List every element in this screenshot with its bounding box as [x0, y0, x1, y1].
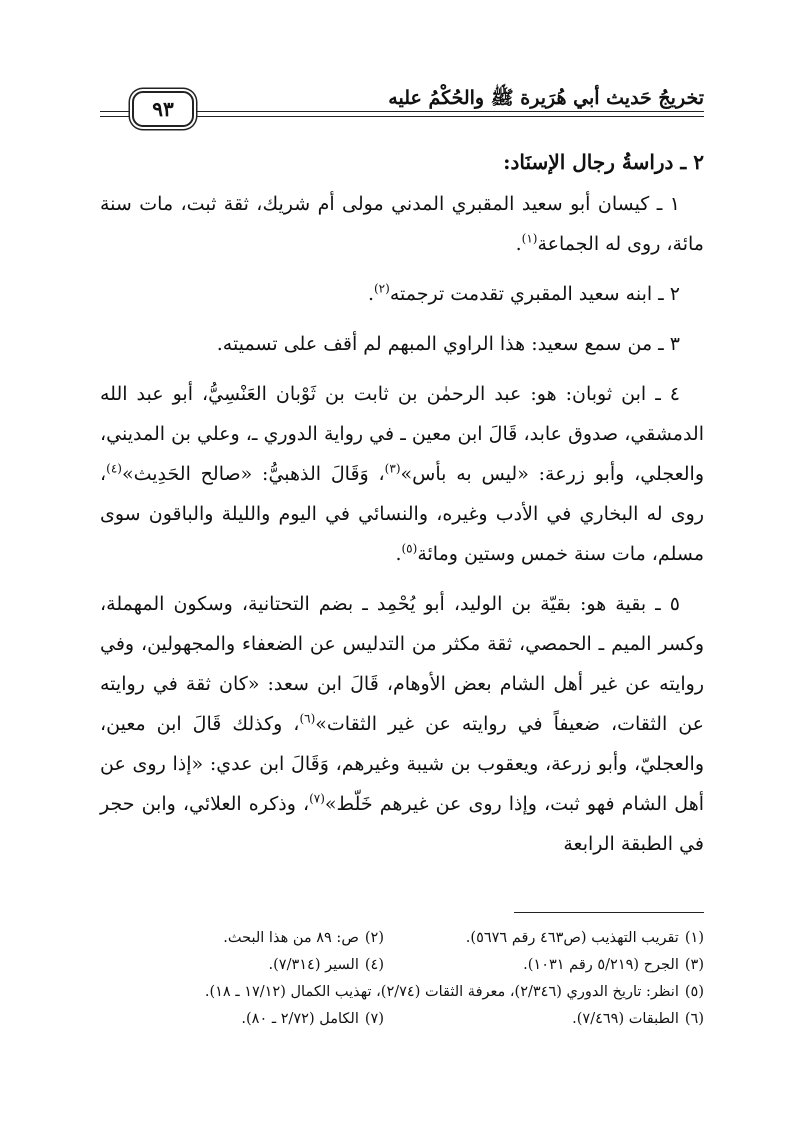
footnote-separator — [514, 912, 704, 913]
footnote-6 — [384, 1006, 704, 1033]
paragraph-1-end: . — [515, 233, 522, 255]
page-body — [100, 142, 704, 864]
section-heading: ٢ ـ دراسةُ رجال الإسنَاد: — [503, 150, 704, 174]
footnote-row — [100, 925, 704, 952]
footnote-5-text: انظر: تاريخ الدوري (٢/٣٤٦)، معرفة الثقات (٢/٧٤)، تهذيب الكمال (١٧/١٢ ـ ١٨). — [204, 984, 679, 1000]
footnote-4-number: (٤) — [364, 957, 384, 973]
paragraph-4-part-c: ، روى له البخاري في الأدب وغيره، والنسائي في اليوم والليلة والباقون سوى مسلم، مات سنة خمس وستين ومائة — [100, 463, 704, 565]
paragraph-1 — [100, 184, 704, 264]
paragraph-4-part-b: ، وَقَالَ الذهبيُّ: «صالح الحَدِيث» — [121, 463, 385, 485]
page-number-frame — [132, 91, 194, 127]
paragraph-5 — [100, 584, 704, 864]
footnote-7 — [241, 1006, 384, 1033]
footnote-2-text: ص: ٨٩ من هذا البحث. — [223, 930, 359, 946]
footnotes — [100, 925, 704, 1033]
paragraph-4-part-a: ٤ ـ ابن ثوبان: هو: عبد الرحمٰن بن ثابت بن ثَوْبان العَنْسِيُّ، أبو عبد الله الدمشقي، صدوق عابد، قَالَ ابن معين ـ في رواية الدوري ـ، وعلي بن المديني، والعجلي، وأبو زرعة: «ليس به بأس» — [100, 383, 705, 485]
page-number: ٩٣ — [152, 97, 174, 121]
footnote-6-number: (٦) — [684, 1011, 704, 1027]
footnote-5-number: (٥) — [684, 984, 704, 1000]
footnote-row — [100, 1006, 704, 1033]
footnote-3-number: (٣) — [684, 957, 704, 973]
footnote-2 — [223, 925, 384, 952]
footnote-4 — [269, 952, 385, 979]
paragraph-4 — [100, 374, 704, 574]
footnote-1 — [384, 925, 704, 952]
footnote-1-number: (١) — [684, 930, 704, 946]
footnote-7-text: الكامل (٢/٧٢ ـ ٨٠). — [241, 1011, 359, 1027]
footnote-3-text: الجرح (٥/٢١٩ رقم ١٠٣١). — [523, 957, 679, 973]
footnote-ref-3: (٣) — [384, 461, 401, 476]
footnote-7-number: (٧) — [364, 1011, 384, 1027]
footnote-ref-6: (٦) — [299, 711, 316, 726]
paragraph-1-text: ١ ـ كيسان أبو سعيد المقبري المدني مولى أم شريك، ثقة ثبت، مات سنة مائة، روى له الجماعة — [100, 193, 704, 255]
paragraph-5-part-a: ٥ ـ بقية هو: بقيّة بن الوليد، أبو يُحْمِد ـ بضم التحتانية، وسكون المهملة، وكسر الميم ـ الحمصي، ثقة مكثر من التدليس عن الضعفاء والمجهولين، وفي روايته عن غير أهل الشام بعض الأوهام، قَالَ ابن سعد: «كان ثقة في روايته عن الثقات، ضعيفاً في روايته عن غير الثقات» — [100, 593, 705, 735]
footnote-5 — [205, 979, 704, 1006]
footnote-ref-7: (٧) — [309, 791, 325, 806]
footnote-6-text: الطبقات (٧/٤٦٩). — [572, 1011, 679, 1027]
paragraph-3: ٣ ـ من سمع سعيد: هذا الراوي المبهم لم أقف على تسميته. — [216, 333, 680, 355]
footnote-ref-5: (٥) — [401, 541, 418, 556]
paragraph-2-end: . — [367, 283, 374, 305]
paragraph-2 — [100, 274, 704, 314]
footnote-4-text: السير (٧/٣١٤). — [268, 957, 359, 973]
footnote-row — [100, 979, 704, 1006]
footnote-3 — [384, 952, 704, 979]
footnote-row — [100, 952, 704, 979]
footnote-ref-1: (١) — [521, 231, 538, 246]
footnote-2-number: (٢) — [364, 930, 384, 946]
paragraph-2-text: ٢ ـ ابنه سعيد المقبري تقدمت ترجمته — [389, 283, 680, 305]
running-title: تخريجُ حَديث أبي هُرَيرة ﷺ والحُكْمُ عليه — [388, 87, 704, 109]
footnote-1-text: تقريب التهذيب (ص٤٦٣ رقم ٥٦٧٦). — [465, 930, 679, 946]
paragraph-4-end: . — [395, 543, 402, 565]
paragraph-5-part-c: ، وذكره العلائي، وابن حجر في الطبقة الرابعة — [100, 793, 704, 855]
paragraph-5-part-b: ، وكذلك قَالَ ابن معين، والعجليّ، وأبو زرعة، ويعقوب بن شيبة وغيرهم، وَقَالَ ابن عدي: «إذا روى عن أهل الشام فهو ثبت، وإذا روى عن غيرهم خَلّط» — [100, 713, 704, 815]
footnote-ref-2: (٢) — [373, 281, 390, 296]
footnote-ref-4: (٤) — [106, 461, 122, 476]
page-header — [100, 80, 704, 128]
